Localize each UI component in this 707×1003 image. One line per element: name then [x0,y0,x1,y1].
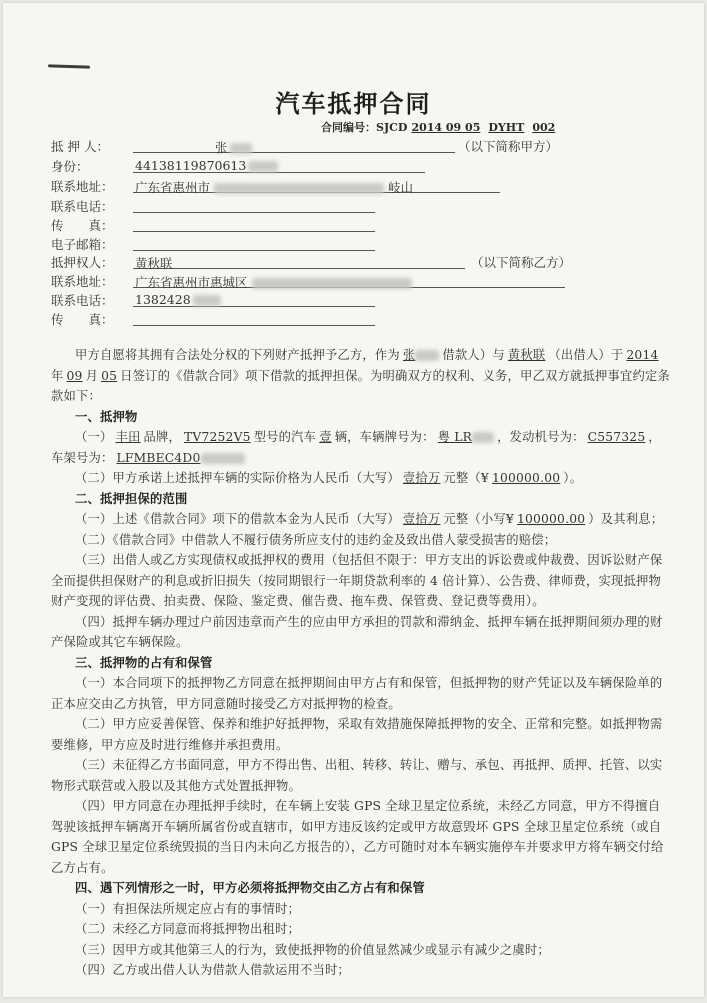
vin-text: LFMBEC4D0 [116,450,201,465]
contract-number [321,119,559,135]
s2-text: （一）上述《借款合同》项下的借款本金为人民币（大写） [75,512,400,526]
id-label: 身份： [51,159,89,174]
phone-label: 联系电话： [51,199,114,214]
redaction [472,432,494,443]
vehicle-value-num: 100000.00 [491,471,561,485]
mortgagor-name-line [133,138,455,153]
section-4-title: 四、遇下列情形之一时，甲方必须将抵押物交由乙方占有和保管 [75,880,425,895]
id-line [133,158,425,173]
id-value: 44138119870613 [135,158,247,173]
phone-line [133,198,375,213]
mortgagee-name: 黄秋联 [135,256,173,271]
contract-no-mid: DYHT [488,121,525,134]
mortgagee-fax-line [133,311,375,326]
mortgagee-addr-line [133,273,565,288]
section-2-title: 二、抵押担保的范围 [75,490,188,506]
mortgagee-addr-label: 联系地址： [51,274,114,289]
mortgagee-fax-row [51,310,671,328]
mortgagor-phone-row [51,197,651,215]
s4-item-4: （四）乙方或出借人认为借款人借款运用不当时； [75,963,350,977]
email-line [133,236,375,251]
document-title: 汽车抵押合同 [275,89,432,118]
mortgagee-suffix: （以下简称乙方） [471,255,572,270]
mortgagee-phone-line [133,292,375,307]
mortgagee-addr-value: 广东省惠州市惠城区 [135,275,248,290]
contract-no-label: 合同编号：SJCD [321,121,408,134]
mortgagor-label: 抵 押 人： [51,139,109,154]
mortgagee-name-line [133,254,465,269]
s2-item-2: （二）《借款合同》中借款人不履行债务所应支付的违约金及致出借人蒙受损害的赔偿； [75,532,557,547]
fax-line [133,217,375,232]
loan-amount-num: 100000.00 [516,512,586,526]
vehicle-plate-text: 粤 LR [437,430,473,444]
engine-number: C557325 [587,430,646,444]
vehicle-plate [435,430,497,444]
vehicle-brand: 丰田 [115,430,141,444]
section-3-title: 三、抵押物的占有和保管 [75,654,213,670]
intro-text: 借款人）与 [442,348,505,362]
intro-month: 09 [66,368,83,383]
mortgagor-row [51,137,651,155]
contract-body [51,345,671,981]
mortgagee-phone-row [51,291,671,309]
s3-item-2: （二）甲方应妥善保管、保养和维护好抵押物，采取有效措施保障抵押物的安全、正常和完整。如抵押物需要维修，甲方应及时进行维修并承担费用。 [51,717,663,752]
vehicle-model: TV7252V5 [184,430,251,444]
vin-number [114,451,248,465]
s1-text: 辆，车辆牌号为： [334,430,435,444]
contract-no-date: 2014 09 05 [411,121,481,134]
fax-label: 传 真： [51,218,114,233]
intro-text: 日签订的《借款合同》项下借款的抵押担保。为明确双方的权利、义务，甲乙双方就抵押事宜约定条款如下： [51,368,670,403]
redaction [252,278,412,289]
s2-text: ）及其利息； [588,512,664,526]
mortgagor-addr-row [51,177,651,195]
mortgagee-addr-row [51,272,671,290]
vehicle-value-cn: 壹拾万 [402,471,441,485]
s2-text: 元整（小写¥ [443,512,514,526]
mortgagor-email-row [51,235,651,253]
loan-amount-cn: 壹拾万 [402,512,441,526]
redaction [248,161,278,172]
intro-borrower [400,348,443,362]
s1-text: ，发动机号为： [497,430,585,444]
s4-item-2: （二）未经乙方同意而将抵押物出租时； [75,922,300,936]
contract-no-seq: 002 [532,121,556,134]
s3-item-3: （三）未征得乙方书面同意，甲方不得出售、出租、转移、转让、赠与、承包、再抵押、质押、托管、以实物形式联营或入股以及其他方式处置抵押物。 [51,758,663,793]
pen-mark [48,64,90,68]
mortgagor-name: 张 [215,140,228,155]
redaction [214,183,384,194]
s4-item-3: （三）因甲方或其他第三人的行为，致使抵押物的价值显然减少或显示有减少之虞时； [75,942,550,957]
s1-text: 型号的汽车 [253,430,317,444]
intro-text: （出借人）于 [548,348,624,362]
document-page [3,3,704,997]
mortgagee-phone-value: 1382428 [135,292,191,307]
s1-text: ）。 [563,471,583,485]
vehicle-count: 壹 [319,430,332,444]
intro-text: 年 [51,368,64,383]
mortgagor-suffix: （以下简称甲方） [458,139,559,154]
email-label: 电子邮箱： [51,237,114,252]
s1-text: 品牌， [143,430,181,444]
s1-text: （二）甲方承诺上述抵押车辆的实际价格为人民币（大写） [75,471,400,485]
intro-text: 甲方自愿将其拥有合法处分权的下列财产抵押予乙方，作为 [75,348,400,362]
s2-item-3: （三）出借人或乙方实现债权或抵押权的费用（包括但不限于：甲方支出的诉讼费或仲裁费、因诉讼财产保全而提供担保财产的利息或折旧损失（按同期银行一年期贷款利率的 4 倍计算）、公告费、律师费，实现抵押物财产变现的评估费、拍卖费、保险、鉴定费、催告费、拖车费、保管费、登记费等费用）。 [51,553,663,608]
mortgagee-phone-label: 联系电话： [51,293,114,308]
addr-value: 广东省惠州市 [135,180,211,195]
section-1-title: 一、抵押物 [75,408,138,424]
redaction [201,453,245,464]
s1-item-1 [51,427,671,468]
intro-lender: 黄秋联 [507,348,546,362]
intro-text: 月 [85,368,99,383]
s1-text: ，车架号为： [51,430,661,465]
s2-item-1 [51,509,671,530]
addr-label: 联系地址： [51,179,114,194]
s3-item-4: （四）甲方同意在办理抵押手续时，在车辆上安装 GPS 全球卫星定位系统，未经乙方同意，甲方不得擅自驾驶该抵押车辆离开车辆所属省份或直辖市，如甲方违反该约定或甲方故意毁坏 GPS 全球卫星定位系统（或自 GPS 全球卫星定位系统毁损的当日内未向乙方报告的），乙方可随时对本车辆实施停车并要求甲方将车辆交付给乙方占有。 [51,799,664,875]
redaction [415,350,439,361]
intro-day: 05 [101,368,118,383]
mortgagee-fax-label: 传 真： [51,312,114,327]
mortgagor-fax-row [51,216,651,234]
redaction [193,295,221,306]
intro-paragraph [51,345,671,407]
s1-item-2 [51,468,671,489]
mortgagee-label: 抵押权人： [51,255,114,270]
s1-text: （一） [75,430,113,444]
s4-item-1: （一）有担保法所规定应占有的事情时； [75,901,300,916]
mortgagee-row [51,253,671,271]
s1-text: 元整（¥ [443,471,489,485]
addr-tail: 岐山 [388,180,414,195]
mortgagor-id-row [51,157,651,175]
s3-item-1: （一）本合同项下的抵押物乙方同意在抵押期间由甲方占有和保管，但抵押物的财产凭证以及车辆保险单的正本应交由乙方执管，甲方同意随时接受乙方对抵押物的检查。 [51,676,663,711]
redaction [230,143,252,154]
s2-item-4: （四）抵押车辆办理过户前因违章而产生的应由甲方承担的罚款和滞纳金、抵押车辆在抵押期间须办理的财产保险或其它车辆保险。 [51,614,663,649]
intro-year: 2014 [626,348,659,362]
intro-borrower-name: 张 [402,348,416,362]
addr-line [133,178,500,193]
